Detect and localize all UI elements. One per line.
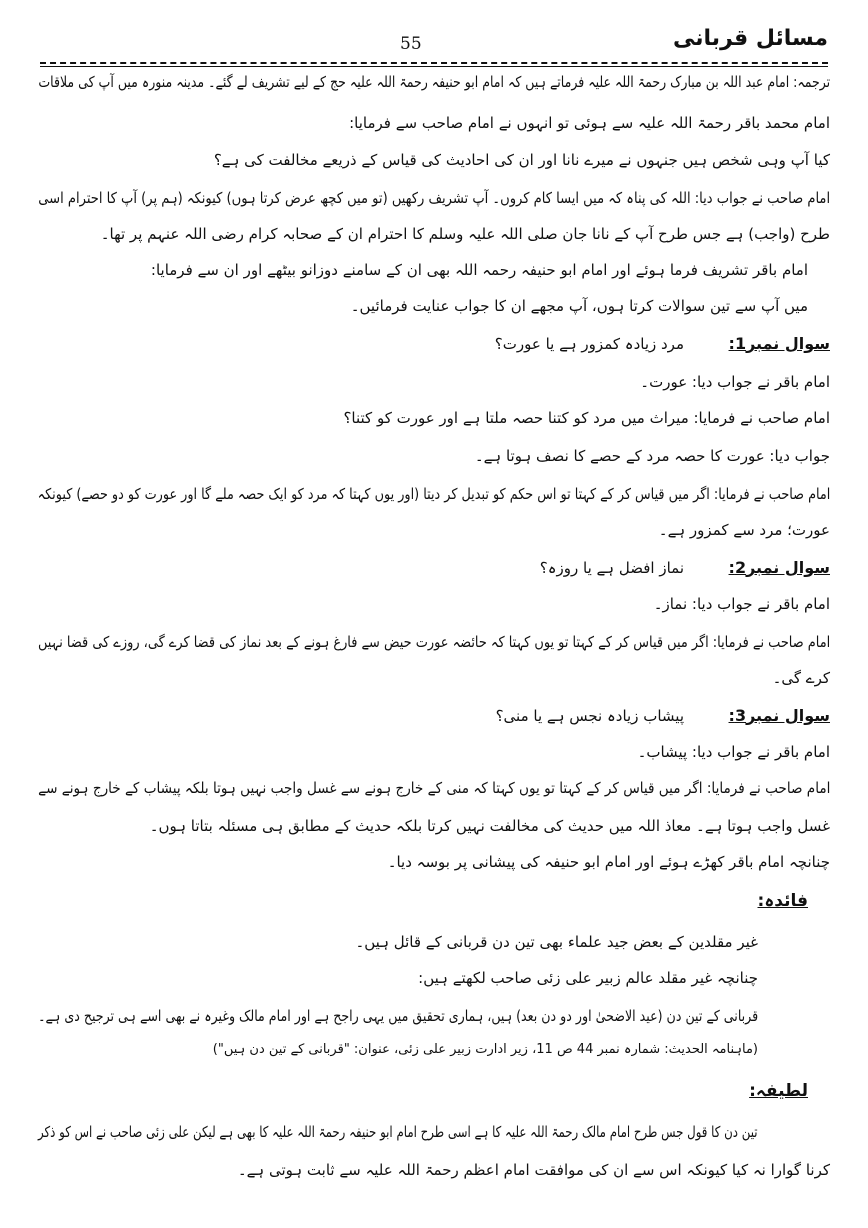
text-line: امام باقر تشریف فرما ہوئے اور امام ابو حنیفہ رحمہ اللہ بھی ان کے سامنے دوزانو بیٹھے اور ان سے فرمایا: <box>150 261 808 279</box>
text-line: امام صاحب نے جواب دیا: اللہ کی پناہ کہ میں ایسا کام کروں۔ آپ تشریف رکھیں (تو میں کچھ عرض کرتا ہوں) کیونکہ (ہم پر) آپ کا احترام اسی <box>38 189 830 207</box>
text-line: میں آپ سے تین سوالات کرتا ہوں، آپ مجھے ان کا جواب عنایت فرمائیں۔ <box>350 297 808 315</box>
text-line: کیا آپ وہی شخص ہیں جنہوں نے میرے نانا اور ان کی احادیث کی قیاس کے ذریعے مخالفت کی ہے؟ <box>213 151 830 169</box>
text-line: امام صاحب نے فرمایا: اگر میں قیاس کر کے کہتا تو یوں کہتا کہ منی کے خارج ہونے سے غسل واجب نہیں ہوتا بلکہ پیشاب کے خارج ہونے سے <box>37 779 830 797</box>
header-divider <box>40 62 828 64</box>
text-line: امام باقر نے جواب دیا: نماز۔ <box>653 595 830 613</box>
text-line: کرنا گوارا نہ کیا کیونکہ اس سے ان کی موافقت امام اعظم رحمۃ اللہ علیہ سے ثابت ہوتی ہے۔ <box>237 1161 830 1179</box>
text-line: غسل واجب ہوتا ہے۔ معاذ اللہ میں حدیث کی مخالفت نہیں کرتا بلکہ حدیث کے مطابق ہی مسئلہ بتاتا ہوں۔ <box>149 817 830 835</box>
question-text: پیشاب زیادہ نجس ہے یا منی؟ <box>495 707 684 725</box>
text-line: ترجمہ: امام عبد اللہ بن مبارک رحمۃ اللہ علیہ فرماتے ہیں کہ امام ابو حنیفہ رحمۃ اللہ علیہ حج کے لیے تشریف لے گئے۔ مدینہ منورہ میں آپ کی ملاقات <box>38 73 830 91</box>
text-line: امام باقر نے جواب دیا: پیشاب۔ <box>637 743 830 761</box>
text-line: تین دن کا قول جس طرح امام مالک رحمۃ اللہ علیہ کا ہے اسی طرح امام ابو حنیفہ رحمۃ اللہ علیہ کا بھی ہے لیکن علی زئی صاحب نے اس کو ذکر <box>38 1123 758 1141</box>
page-number: 55 <box>400 34 422 54</box>
question-label: سوال نمبر1: <box>728 334 830 353</box>
text-line: غیر مقلدین کے بعض جید علماء بھی تین دن قربانی کے قائل ہیں۔ <box>355 933 758 951</box>
question-text: نماز افضل ہے یا روزہ؟ <box>539 559 684 577</box>
text-line: عورت؛ مرد سے کمزور ہے۔ <box>658 521 830 539</box>
text-line: جواب دیا: عورت کا حصہ مرد کے حصے کا نصف ہوتا ہے۔ <box>474 447 830 465</box>
text-line: امام صاحب نے فرمایا: اگر میں قیاس کر کے کہتا تو اس حکم کو تبدیل کر دیتا (اور یوں کہتا کہ مرد کو ایک حصہ ملے گا اور عورت کو دو حصے) کیونکہ <box>37 485 830 503</box>
text-line: امام باقر نے جواب دیا: عورت۔ <box>640 373 830 391</box>
question-label: سوال نمبر3: <box>728 706 830 725</box>
reference-line: (ماہنامہ الحدیث: شمارہ نمبر 44 ص 11، زیر ادارت زبیر علی زئی، عنوان: "قربانی کے تین دن ہیں") <box>212 1042 758 1057</box>
faida-heading: فائدہ: <box>757 891 808 911</box>
text-line: طرح (واجب) ہے جس طرح آپ کے نانا جان صلی اللہ علیہ وسلم کا احترام ان کے صحابہ کرام رضی اللہ عنہم پر تھا۔ <box>100 225 830 243</box>
header-divider-2 <box>40 66 828 67</box>
latifa-heading: لطیفہ: <box>749 1081 808 1101</box>
text-line: امام صاحب نے فرمایا: میراث میں مرد کو کتنا حصہ ملتا ہے اور عورت کو کتنا؟ <box>343 409 830 427</box>
text-line: امام محمد باقر رحمۃ اللہ علیہ سے ہوئی تو انہوں نے امام صاحب سے فرمایا: <box>349 114 830 132</box>
text-line: کرے گی۔ <box>772 669 830 687</box>
running-title: مسائل قربانی <box>673 26 828 51</box>
question-label: سوال نمبر2: <box>728 558 830 577</box>
text-line: چنانچہ غیر مقلد عالم زبیر علی زئی صاحب لکھتے ہیں: <box>418 969 758 987</box>
question-text: مرد زیادہ کمزور ہے یا عورت؟ <box>494 335 684 353</box>
text-line: چنانچہ امام باقر کھڑے ہوئے اور امام ابو حنیفہ کی پیشانی پر بوسہ دیا۔ <box>387 853 830 871</box>
text-line: امام صاحب نے فرمایا: اگر میں قیاس کر کے کہتا تو یوں کہتا کہ حائضہ عورت حیض سے فارغ ہونے کے بعد نماز کی قضا کرے گی، روزے کی قضا نہیں <box>37 633 830 651</box>
text-line: قربانی کے تین دن (عید الاضحیٰ اور دو دن بعد) ہیں، ہماری تحقیق میں یہی راجح ہے اور امام مالک وغیرہ نے بھی اسے ہی ترجیح دی ہے۔ <box>37 1007 758 1025</box>
